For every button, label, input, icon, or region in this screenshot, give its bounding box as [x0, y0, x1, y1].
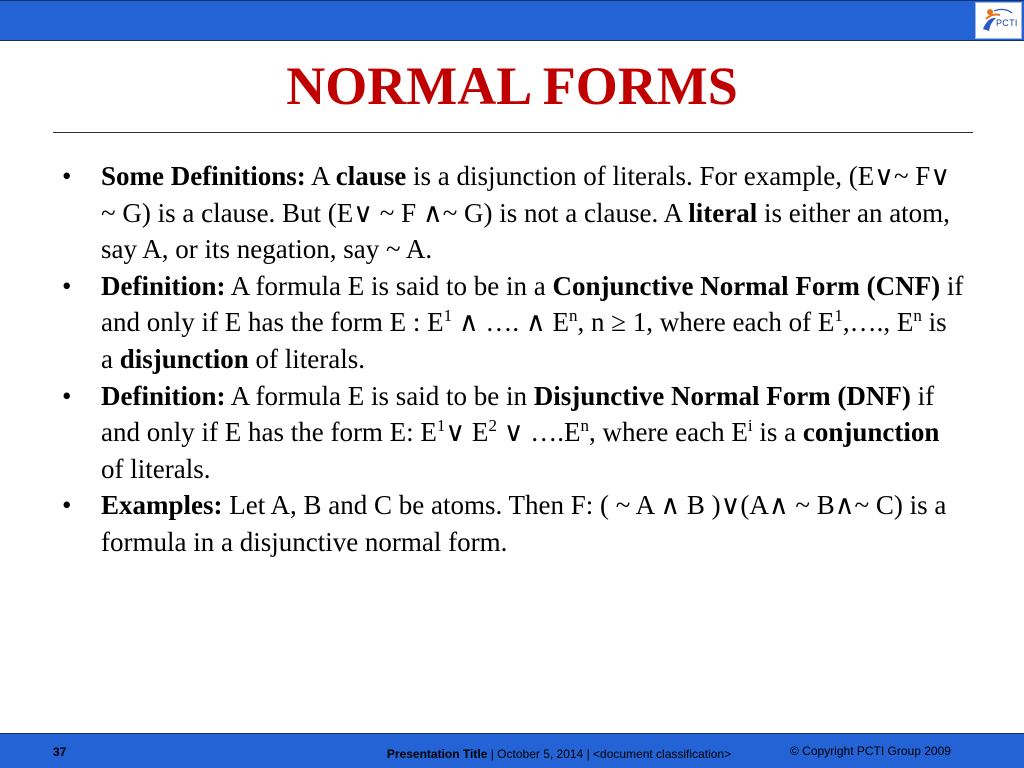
bullet-dot: • — [62, 490, 72, 521]
text-run: A — [305, 161, 336, 191]
text-run: of literals. — [248, 343, 365, 374]
text-run: A formula E is said to be in — [225, 380, 534, 411]
text-run: ,…., E — [842, 307, 914, 338]
separator: | — [487, 747, 498, 761]
slide-content — [0, 158, 1024, 561]
text-run: is a disjunction of literals. For example, (E∨~ F∨ ~ G) is a clause. But (E∨ ~ F ∧~ G) is not a clause. A — [101, 161, 951, 228]
title-divider — [53, 132, 973, 133]
text-run: ∨ E — [445, 417, 489, 448]
term-clause: clause — [335, 161, 407, 191]
term-disjunction: disjunction — [119, 343, 249, 374]
bullet-dot: • — [62, 380, 72, 411]
term-conjunction: conjunction — [802, 417, 940, 448]
copyright-text: © Copyright PCTI Group 2009 — [790, 744, 951, 758]
text-run: is a — [101, 307, 947, 374]
page-number: 37 — [53, 745, 67, 759]
bullet-dnf-definition — [0, 378, 1024, 488]
presentation-title: Presentation Title — [386, 747, 488, 761]
superscript: n — [580, 416, 589, 436]
text-run: is a — [752, 417, 803, 448]
logo-text: PCTI — [996, 18, 1018, 28]
text-run: , n ≥ 1, where each of E — [577, 307, 835, 338]
superscript: i — [747, 416, 753, 436]
superscript: n — [568, 306, 578, 326]
term-dnf: Disjunctive Normal Form (DNF) — [533, 380, 911, 411]
slide-title: NORMAL FORMS — [286, 56, 738, 116]
footer-bar — [0, 733, 1024, 768]
bullet-dot: • — [62, 161, 72, 191]
text-run: , where each E — [588, 417, 748, 448]
text-run: if and only if E has the form E: E — [101, 380, 935, 448]
text-run: Let A, B and C be atoms. Then F: ( ~ A ∧ B )∨(A∧ ~ B∧~ C) is a formula in a disjunctive normal form. — [101, 490, 947, 557]
superscript: 1 — [436, 416, 446, 436]
bullet-cnf-definition — [0, 268, 1024, 378]
term-literal: literal — [688, 197, 758, 228]
text-run: ∨ ….E — [496, 417, 581, 448]
superscript: n — [913, 306, 922, 326]
text-run: A formula E is said to be in a — [225, 270, 553, 301]
bullet-dot: • — [62, 270, 72, 301]
term-label: Definition: — [101, 380, 226, 411]
superscript: 2 — [488, 416, 497, 436]
superscript: 1 — [443, 306, 453, 326]
date-classification: October 5, 2014 | <document classification> — [497, 747, 732, 761]
text-run: if and only if E has the form E : E — [101, 270, 964, 338]
text-run: is either an atom, say A, or its negation, say ~ A. — [101, 197, 950, 265]
bullet-examples — [0, 487, 1024, 560]
term-label: Some Definitions: — [101, 161, 306, 191]
term-cnf: Conjunctive Normal Form (CNF) — [552, 270, 941, 301]
presentation-info — [384, 746, 734, 762]
text-run: ∧ …. ∧ E — [452, 307, 569, 338]
bullet-some-definitions — [0, 158, 1024, 268]
text-run: of literals. — [101, 453, 211, 484]
term-label: Examples: — [101, 490, 223, 521]
pcti-logo — [975, 2, 1022, 39]
term-label: Definition: — [101, 270, 226, 301]
header-bar — [0, 0, 1024, 41]
superscript: 1 — [834, 306, 843, 326]
